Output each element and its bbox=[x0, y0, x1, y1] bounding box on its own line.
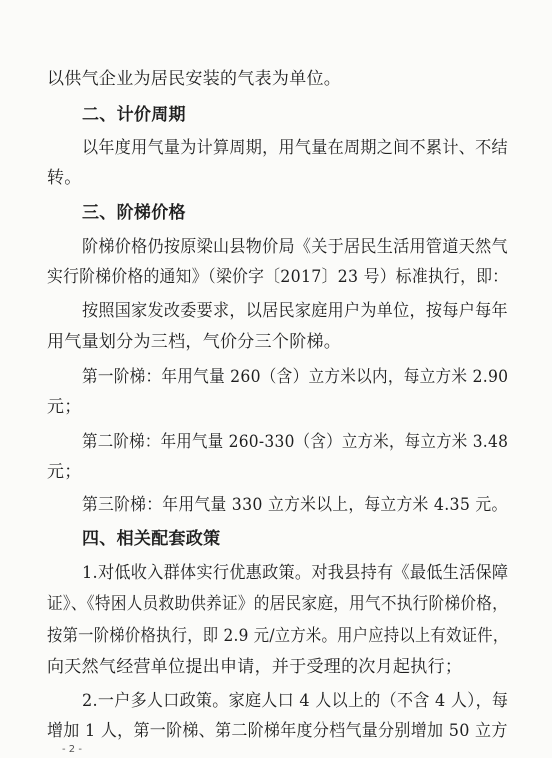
paragraph-line: 按照国家发改委要求，以居民家庭用户为单位，按每户每年 bbox=[82, 301, 508, 321]
paragraph-line: 转。 bbox=[47, 168, 82, 188]
tier-two-line: 第二阶梯：年用气量 260-330（含）立方米，每立方米 3.48 bbox=[82, 432, 509, 452]
paragraph-line: 元； bbox=[47, 462, 82, 482]
paragraph-line: 阶梯价格仍按原梁山县物价局《关于居民生活用管道天然气 bbox=[82, 237, 508, 257]
paragraph-line: 证》、《特困人员救助供养证》的居民家庭，用气不执行阶梯价格， bbox=[47, 594, 508, 614]
paragraph-line: 1.对低收入群体实行优惠政策。对我县持有《最低生活保障 bbox=[82, 563, 509, 583]
paragraph-line: 2.一户多人口政策。家庭人口 4 人以上的（不含 4 人），每 bbox=[82, 691, 509, 711]
section-heading-tiered-pricing: 三、阶梯价格 bbox=[82, 203, 186, 223]
page-number: - 2 - bbox=[62, 744, 82, 755]
tier-one-line: 第一阶梯：年用气量 260（含）立方米以内，每立方米 2.90 bbox=[82, 367, 509, 387]
tier-three-line: 第三阶梯：年用气量 330 立方米以上，每立方米 4.35 元。 bbox=[82, 495, 508, 515]
section-heading-related-policies: 四、相关配套政策 bbox=[82, 529, 221, 549]
paragraph-line: 按第一阶梯价格执行，即 2.9 元/立方米。用户应持以上有效证件， bbox=[47, 626, 509, 646]
section-heading-billing-period: 二、计价周期 bbox=[82, 105, 186, 125]
paragraph-line: 实行阶梯价格的通知》（梁价字〔2017〕23 号）标准执行，即： bbox=[47, 267, 509, 287]
paragraph-line: 增加 1 人，第一阶梯、第二阶梯年度分档气量分别增加 50 立方 bbox=[47, 721, 508, 741]
paragraph-line: 以年度用气量为计算周期，用气量在周期之间不累计、不结 bbox=[82, 138, 508, 158]
paragraph-line: 以供气企业为居民安装的气表为单位。 bbox=[47, 69, 342, 89]
paragraph-line: 向天然气经营单位提出申请，并于受理的次月起执行； bbox=[47, 657, 463, 677]
paragraph-line: 元； bbox=[47, 397, 82, 417]
paragraph-line: 用气量划分为三档，气价分三个阶梯。 bbox=[47, 332, 342, 352]
